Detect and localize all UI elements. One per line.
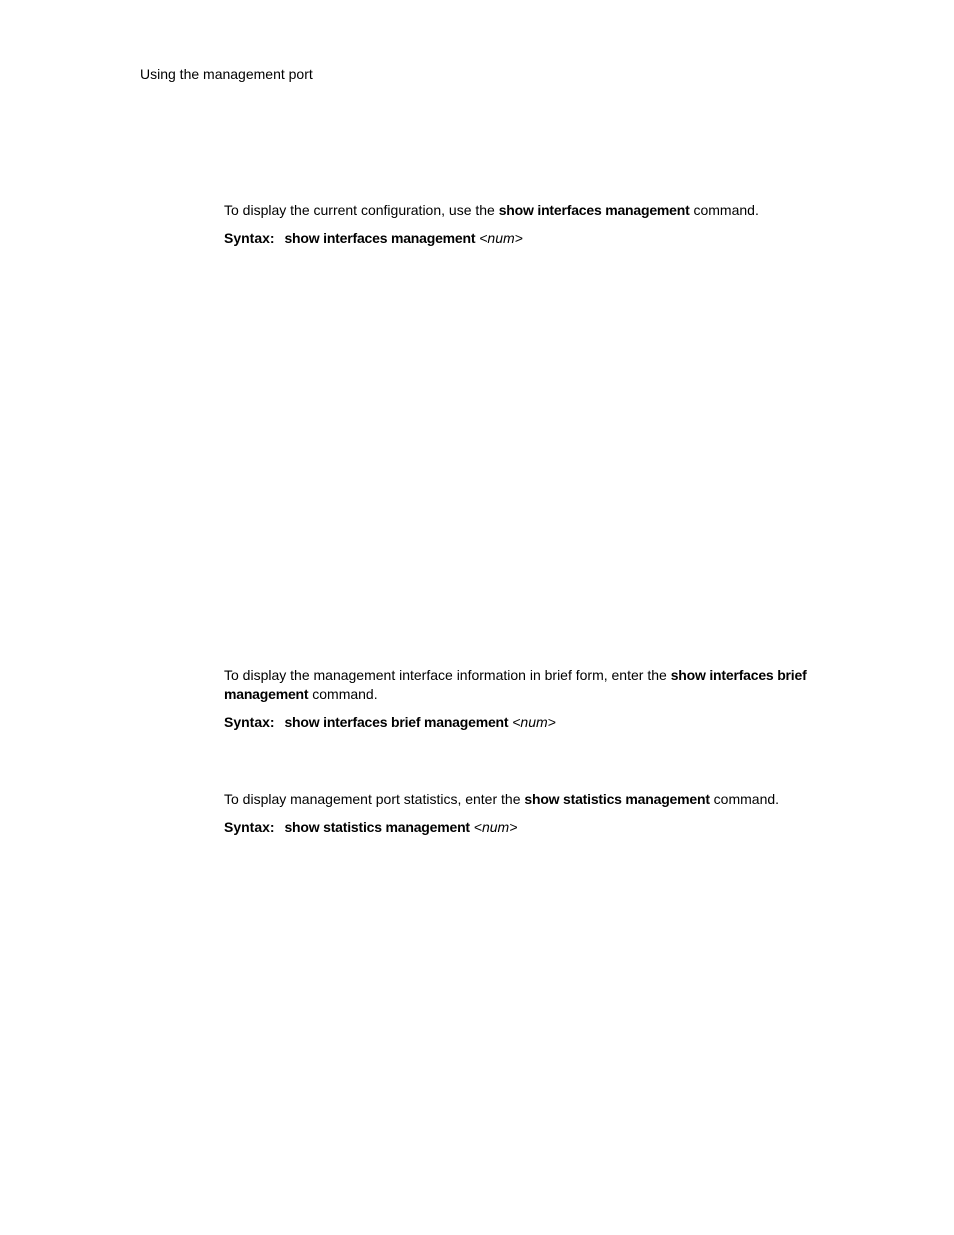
command-name: show interfaces management: [498, 202, 690, 218]
syntax-line: [224, 229, 523, 247]
paragraph-text: To display the current configuration, use the: [224, 202, 499, 218]
description-paragraph: [224, 790, 848, 809]
paragraph-text: To display the management interface information in brief form, enter the: [224, 667, 671, 683]
paragraph-text: command.: [308, 686, 378, 702]
syntax-line: [224, 818, 517, 836]
syntax-argument: <num>: [473, 819, 518, 835]
command-name: show interfaces brief management: [224, 667, 807, 702]
syntax-label: Syntax:: [224, 230, 275, 246]
syntax-command: show interfaces brief management: [284, 714, 509, 730]
description-paragraph: [224, 666, 848, 704]
paragraph-text: command.: [709, 791, 780, 807]
syntax-command: show interfaces management: [284, 230, 476, 246]
paragraph-text: To display management port statistics, enter the: [224, 791, 525, 807]
syntax-label: Syntax:: [224, 714, 275, 730]
syntax-label: Syntax:: [224, 819, 275, 835]
syntax-command: show statistics management: [284, 819, 470, 835]
syntax-line: [224, 713, 556, 731]
syntax-argument: <num>: [512, 714, 556, 730]
paragraph-text: command.: [689, 202, 759, 218]
running-header: Using the management port: [140, 66, 313, 82]
syntax-argument: <num>: [479, 230, 523, 246]
command-name: show statistics management: [524, 791, 710, 807]
description-paragraph: [224, 201, 848, 220]
